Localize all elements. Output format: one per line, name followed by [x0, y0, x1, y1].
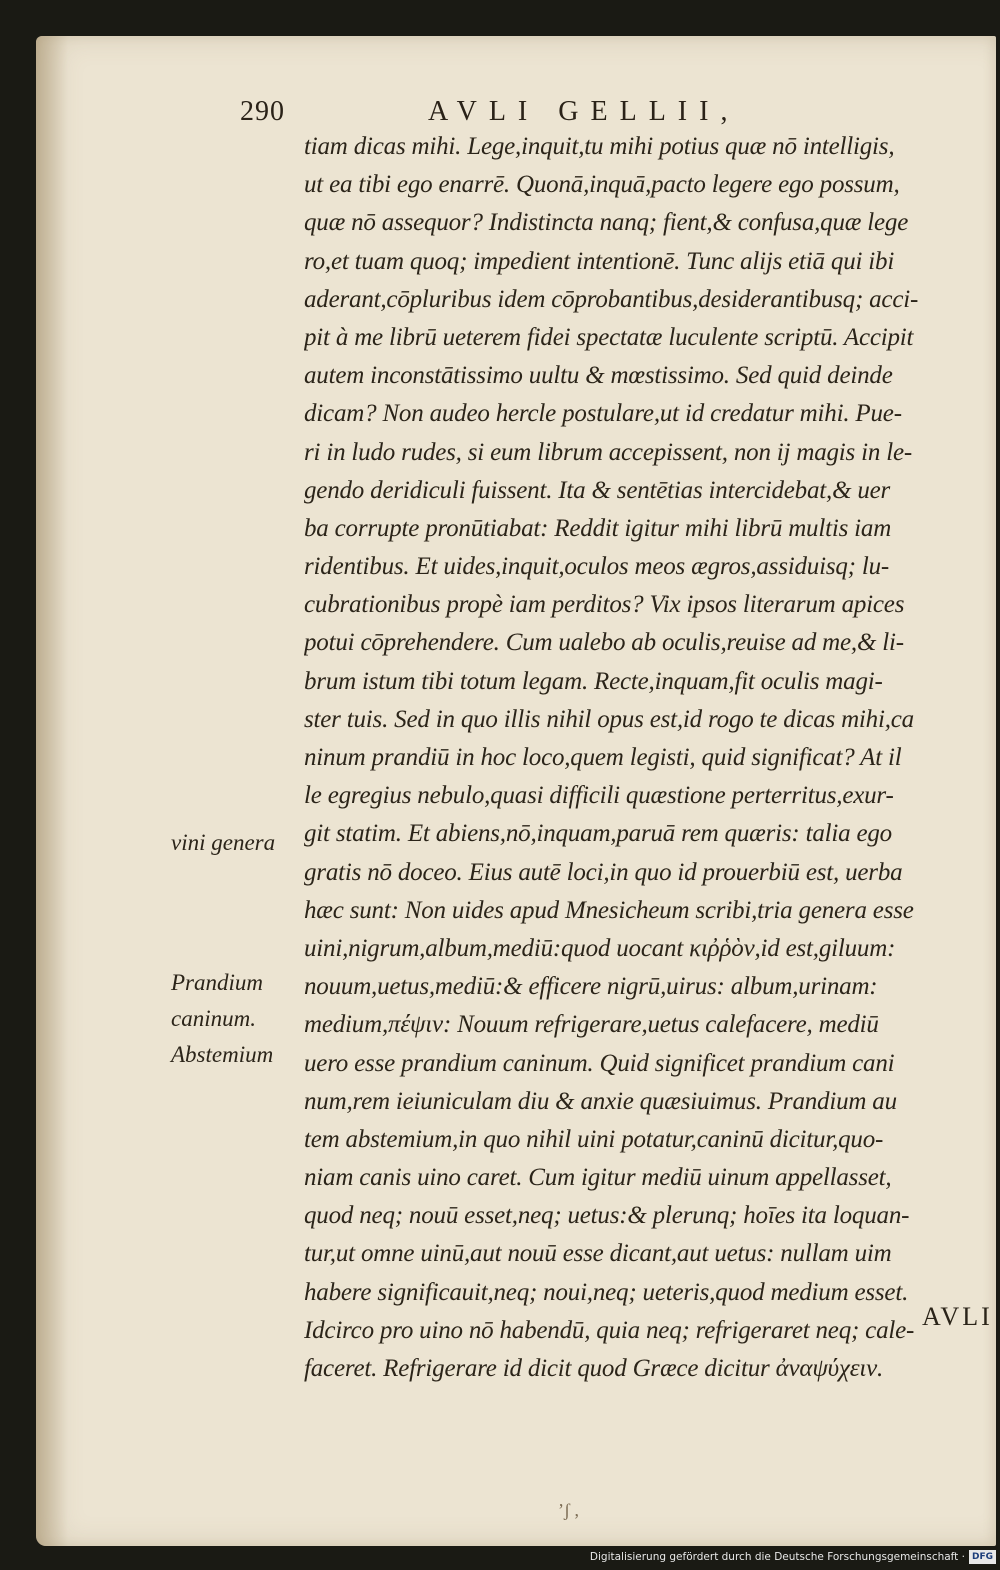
text-line: dicam? Non audeo hercle postulare,ut id credatur mihi. Pue- [304, 400, 902, 428]
text-line: faceret. Refrigerare id dicit quod Græce dicitur ἀναψύχειν. [304, 1355, 884, 1382]
text-line: tem abstemium,in quo nihil uini potatur,caninū dicitur,quo- [304, 1125, 884, 1153]
credit-text: Digitalisierung gefördert durch die Deutsche Forschungsgemeinschaft · [589, 1551, 965, 1563]
text-line: ro,et tuam quoq; impedient intentionē. Tunc alijs etiā qui ibi [304, 247, 895, 275]
text-line: git statim. Et abiens,nō,inquam,paruā rem quæris: talia ego [304, 820, 892, 848]
text-line: ster tuis. Sed in quo illis nihil opus est,id rogo te dicas mihi,ca [304, 705, 914, 733]
text-line: Idcirco pro uino nō habendū, quia neq; refrigeraret neq; cale- [304, 1316, 915, 1344]
text-line: ri in ludo rudes, si eum librum accepissent, non ij magis in le- [304, 438, 912, 466]
text-line: tiam dicas mihi. Lege,inquit,tu mihi potius quæ nō intelligis, [304, 133, 895, 160]
dfg-logo: DFG [969, 1550, 996, 1564]
digitization-credit [590, 1548, 996, 1566]
text-line: autem inconstātissimo uultu & mœstissimo. Sed quid deinde [304, 362, 893, 390]
text-line: brum istum tibi totum legam. Recte,inquam,fit oculis magi- [304, 667, 883, 695]
margin-note-prandium: Prandium [171, 970, 263, 995]
text-line: ridentibus. Et uides,inquit,oculos meos ægros,assiduisq; lu- [304, 553, 889, 581]
text-line: quæ nō assequor? Indistincta nanq; fient,& confusa,quæ lege [304, 209, 909, 237]
text-line: potui cōprehendere. Cum ualebo ab oculis,reuise ad me,& li- [304, 629, 904, 657]
text-line: ba corrupte pronūtiabat: Reddit igitur mihi librū multis iam [304, 514, 892, 542]
running-title: AVLI GELLII, [428, 96, 740, 127]
text-line: quod neq; nouū esset,neq; uetus:& plerunq; hoīes ita loquan- [304, 1202, 910, 1230]
text-line: ut ea tibi ego enarrē. Quonā,inquā,pacto legere ego possum, [304, 171, 900, 199]
text-line: gendo deridiculi fuissent. Ita & sentētias intercidebat,& uer [304, 476, 891, 504]
text-line: cubrationibus propè iam perditos? Vix ipsos literarum apices [304, 591, 905, 619]
margin-note-caninum: caninum. [171, 1006, 256, 1031]
text-line: uini,nigrum,album,mediū:quod uocant κιῤῥὸν,id est,giluum: [304, 934, 896, 962]
margin-note-abstemium: Abstemium [171, 1042, 274, 1067]
text-line: gratis nō doceo. Eius autē loci,in quo id prouerbiū est, uerba [304, 858, 903, 886]
text-line: ninum prandiū in hoc loco,quem legisti, quid significat? At il [304, 744, 902, 771]
text-line: tur,ut omne uinū,aut nouū esse dicant,aut uetus: nullam uim [304, 1240, 892, 1268]
text-line: aderant,cōpluribus idem cōprobantibus,desiderantibusq; acci- [304, 285, 919, 313]
text-line: hæc sunt: Non uides apud Mnesicheum scribi,tria genera esse [304, 896, 914, 924]
text-line: habere significauit,neq; noui,neq; ueteris,quod medium esset. [304, 1278, 909, 1306]
catchword: AVLI [922, 1302, 993, 1331]
book-page [36, 36, 996, 1546]
text-line: pit à me librū ueterem fidei spectatæ luculente scriptū. Accipit [304, 323, 914, 351]
text-line: medium,πέψιν: Nouum refrigerare,uetus calefacere, mediū [304, 1011, 879, 1039]
text-line: num,rem ieiuniculam diu & anxie quæsiuimus. Prandium au [304, 1087, 897, 1115]
text-line: uero esse prandium caninum. Quid significet prandium cani [304, 1049, 895, 1077]
text-line: niam canis uino caret. Cum igitur mediū uinum appellasset, [304, 1164, 892, 1192]
text-line: nouum,uetus,mediū:& efficere nigrū,uirus: album,urinam: [304, 973, 878, 1001]
page-mark: ʼʃ , [558, 1500, 579, 1520]
body-text [304, 128, 994, 1388]
text-line: le egregius nebulo,quasi difficili quæstione perterritus,exur- [304, 782, 894, 810]
page-number: 290 [240, 96, 285, 127]
margin-note-vini-genera: vini genera [171, 830, 276, 855]
page-gutter-shadow [36, 36, 68, 1546]
